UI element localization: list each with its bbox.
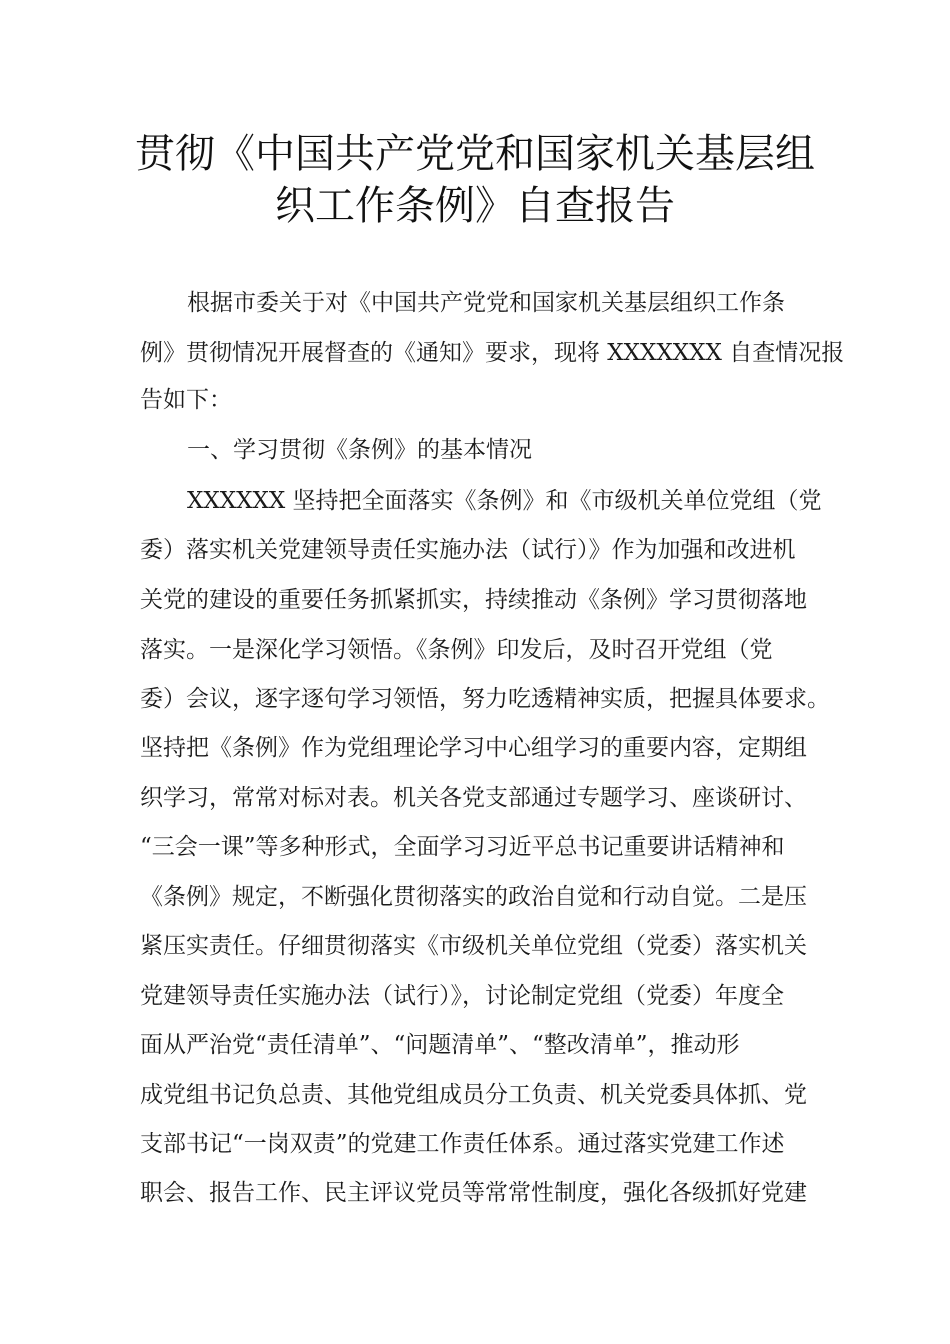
body-line-12: “三会一课”等多种形式，全面学习习近平总书记重要讲话精神和 bbox=[140, 834, 785, 860]
document-title-line-2: 织工作条例》自查报告 bbox=[275, 183, 675, 229]
body-line-5: XXXXXX 坚持把全面落实《条例》和《市级机关单位党组（党 bbox=[187, 488, 822, 514]
body-line-14: 紧压实责任。仔细贯彻落实《市级机关单位党组（党委）落实机关 bbox=[140, 933, 807, 959]
body-line-13: 《条例》规定，不断强化贯彻落实的政治自觉和行动自觉。二是压 bbox=[140, 884, 807, 910]
body-line-8: 落实。一是深化学习领悟。《条例》印发后，及时召开党组（党 bbox=[140, 637, 773, 663]
body-line-7: 关党的建设的重要任务抓紧抓实，持续推动《条例》学习贯彻落地 bbox=[140, 587, 807, 613]
body-line-11: 织学习，常常对标对表。机关各党支部通过专题学习、座谈研讨、 bbox=[140, 785, 807, 811]
document-title-line-1: 贯彻《中国共产党党和国家机关基层组 bbox=[135, 131, 815, 177]
body-line-6: 委）落实机关党建领导责任实施办法（试行）》作为加强和改进机 bbox=[140, 537, 796, 563]
body-line-3: 告如下： bbox=[140, 387, 232, 413]
body-line-18: 支部书记“一岗双责”的党建工作责任体系。通过落实党建工作述 bbox=[140, 1131, 785, 1157]
body-line-2: 例》贯彻情况开展督查的《通知》要求，现将 XXXXXXX 自查情况报 bbox=[140, 340, 845, 366]
body-line-15: 党建领导责任实施办法（试行）》，讨论制定党组（党委）年度全 bbox=[140, 983, 784, 1009]
body-line-10: 坚持把《条例》作为党组理论学习中心组学习的重要内容，定期组 bbox=[140, 735, 807, 761]
body-line-16: 面从严治党“责任清单”、“问题清单”、“整改清单”，推动形 bbox=[140, 1032, 740, 1058]
body-line-19: 职会、报告工作、民主评议党员等常常性制度，强化各级抓好党建 bbox=[140, 1180, 807, 1206]
section-heading-1: 一、学习贯彻《条例》的基本情况 bbox=[187, 437, 532, 463]
body-line-9: 委）会议，逐字逐句学习领悟，努力吃透精神实质，把握具体要求。 bbox=[140, 686, 830, 712]
body-line-17: 成党组书记负总责、其他党组成员分工负责、机关党委具体抓、党 bbox=[140, 1082, 807, 1108]
body-line-1: 根据市委关于对《中国共产党党和国家机关基层组织工作条 bbox=[187, 290, 785, 316]
